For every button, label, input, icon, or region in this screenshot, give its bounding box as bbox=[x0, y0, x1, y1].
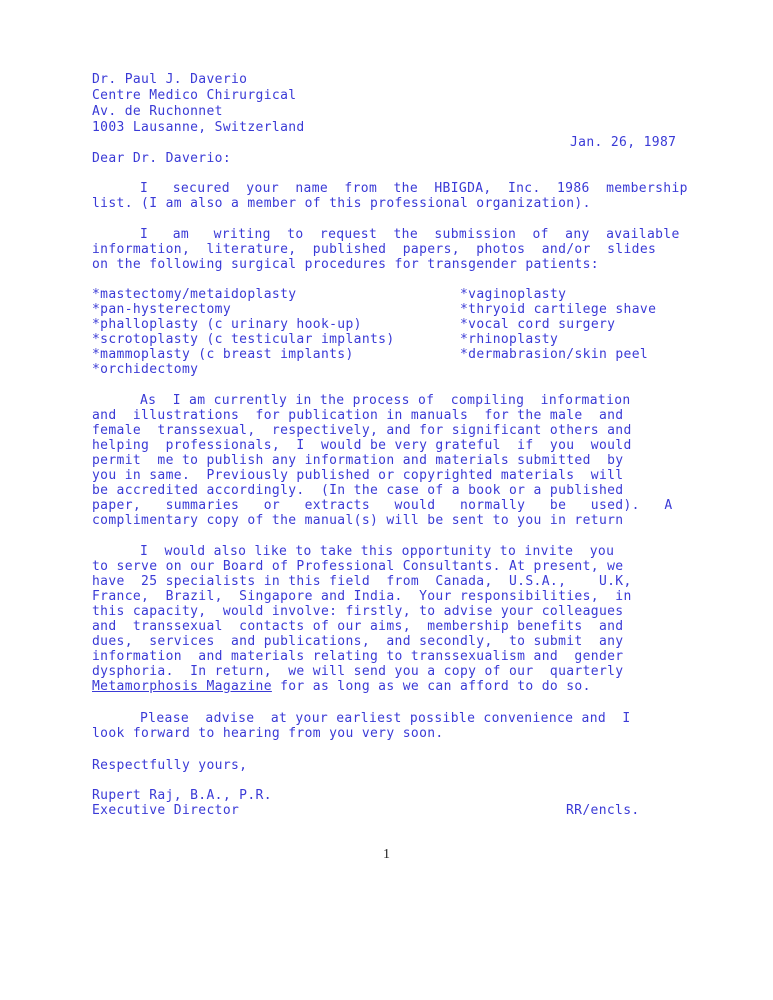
procedure-item: *thryoid cartilege shave bbox=[460, 302, 657, 317]
address-line: Dr. Paul J. Daverio bbox=[92, 72, 248, 87]
paragraph-line: and illustrations for publication in manuals for the male and bbox=[92, 408, 624, 423]
procedure-item: *vaginoplasty bbox=[460, 287, 567, 302]
paragraph-line-rest: for as long as we can afford to do so. bbox=[271, 679, 591, 694]
procedure-item: *phalloplasty (c urinary hook-up) bbox=[92, 317, 362, 332]
closing: Respectfully yours, bbox=[92, 758, 248, 773]
paragraph-line: permit me to publish any information and materials submitted by bbox=[92, 453, 624, 468]
procedure-item: *mammoplasty (c breast implants) bbox=[92, 347, 354, 362]
paragraph-line: on the following surgical procedures for transgender patients: bbox=[92, 257, 599, 272]
paragraph-line: I am writing to request the submission of any available bbox=[140, 227, 680, 242]
address-line: Centre Medico Chirurgical bbox=[92, 88, 297, 103]
paragraph-line: complimentary copy of the manual(s) will be sent to you in return bbox=[92, 513, 624, 528]
letter-date: Jan. 26, 1987 bbox=[570, 135, 677, 150]
paragraph-line: I secured your name from the HBIGDA, Inc. 1986 membership bbox=[140, 181, 688, 196]
procedure-item: *orchidectomy bbox=[92, 362, 199, 377]
paragraph-line: list. (I am also a member of this professional organization). bbox=[92, 196, 591, 211]
paragraph-line: France, Brazil, Singapore and India. Your responsibilities, in bbox=[92, 589, 632, 604]
enclosure-note: RR/encls. bbox=[566, 803, 640, 818]
salutation: Dear Dr. Daverio: bbox=[92, 151, 232, 166]
paragraph-line: As I am currently in the process of compiling information bbox=[140, 393, 631, 408]
signer-name: Rupert Raj, B.A., P.R. bbox=[92, 788, 272, 803]
page-number: 1 bbox=[383, 847, 391, 862]
paragraph-line: dues, services and publications, and secondly, to submit any bbox=[92, 634, 624, 649]
paragraph-line: look forward to hearing from you very soon. bbox=[92, 726, 444, 741]
paragraph-line: information and materials relating to transsexualism and gender bbox=[92, 649, 624, 664]
paragraph-line: information, literature, published papers, photos and/or slides bbox=[92, 242, 657, 257]
signer-title: Executive Director bbox=[92, 803, 240, 818]
paragraph-line: be accredited accordingly. (In the case of a book or a published bbox=[92, 483, 624, 498]
address-line: 1003 Lausanne, Switzerland bbox=[92, 120, 305, 135]
paragraph-line: helping professionals, I would be very grateful if you would bbox=[92, 438, 632, 453]
paragraph-line: female transsexual, respectively, and for significant others and bbox=[92, 423, 632, 438]
procedure-item: *mastectomy/metaidoplasty bbox=[92, 287, 297, 302]
procedure-item: *vocal cord surgery bbox=[460, 317, 616, 332]
procedure-item: *pan-hysterectomy bbox=[92, 302, 232, 317]
paragraph-line: dysphoria. In return, we will send you a copy of our quarterly bbox=[92, 664, 624, 679]
paragraph-line: have 25 specialists in this field from Canada, U.S.A., U.K, bbox=[92, 574, 632, 589]
paragraph-line: I would also like to take this opportunity to invite you bbox=[140, 544, 615, 559]
paragraph-line: Please advise at your earliest possible convenience and I bbox=[140, 711, 631, 726]
magazine-title: Metamorphosis Magazine bbox=[92, 679, 272, 694]
paragraph-line: you in same. Previously published or copyrighted materials will bbox=[92, 468, 624, 483]
paragraph-line: this capacity, would involve: firstly, to advise your colleagues bbox=[92, 604, 624, 619]
address-line: Av. de Ruchonnet bbox=[92, 104, 223, 119]
paragraph-line: paper, summaries or extracts would normally be used). A bbox=[92, 498, 673, 513]
paragraph-line bbox=[92, 679, 591, 694]
paragraph-line: and transsexual contacts of our aims, membership benefits and bbox=[92, 619, 624, 634]
paragraph-line: to serve on our Board of Professional Consultants. At present, we bbox=[92, 559, 624, 574]
procedure-item: *rhinoplasty bbox=[460, 332, 559, 347]
procedure-item: *scrotoplasty (c testicular implants) bbox=[92, 332, 395, 347]
procedure-item: *dermabrasion/skin peel bbox=[460, 347, 649, 362]
